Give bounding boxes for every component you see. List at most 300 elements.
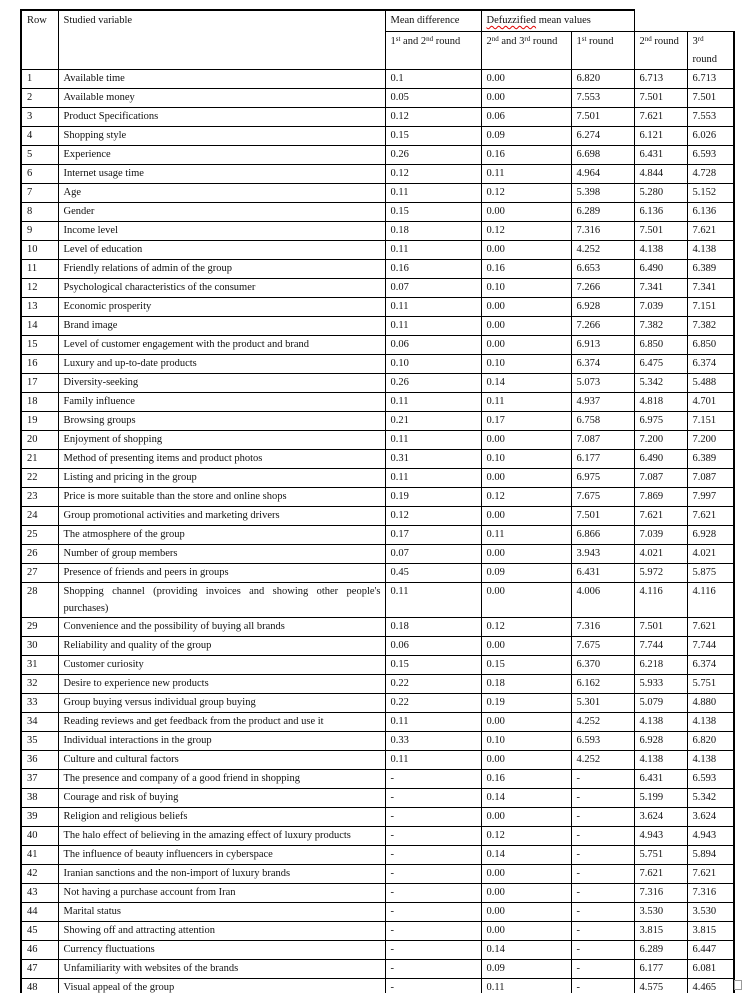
row-number-cell: 7	[21, 184, 58, 203]
round-2-value-cell: 5.751	[634, 846, 687, 865]
mean-diff-1-2-cell: 0.07	[385, 279, 481, 298]
round-1-value-cell: -	[571, 979, 634, 993]
row-number-cell: 13	[21, 298, 58, 317]
table-row	[21, 298, 734, 317]
round-3-value-cell: 7.621	[687, 618, 734, 637]
row-number-cell: 26	[21, 545, 58, 564]
mean-diff-1-2-cell: 0.11	[385, 713, 481, 732]
ordinal-superscript: nd	[644, 34, 652, 43]
row-number-cell: 47	[21, 960, 58, 979]
row-number-cell: 25	[21, 526, 58, 545]
round-1-value-cell: 6.593	[571, 732, 634, 751]
row-number-cell: 38	[21, 789, 58, 808]
mean-diff-1-2-cell: -	[385, 960, 481, 979]
round-2-value-cell: 4.021	[634, 545, 687, 564]
round-3-value-cell: 3.815	[687, 922, 734, 941]
mean-diff-1-2-cell: 0.22	[385, 694, 481, 713]
round-3-value-cell: 7.087	[687, 469, 734, 488]
mean-diff-2-3-cell: 0.10	[481, 732, 571, 751]
table-row	[21, 960, 734, 979]
delphi-results-table	[20, 9, 735, 993]
round-1-value-cell: 7.675	[571, 488, 634, 507]
table-row	[21, 656, 734, 675]
round-3-value-cell: 6.389	[687, 450, 734, 469]
row-number-cell: 40	[21, 827, 58, 846]
round-1-value-cell: 5.073	[571, 374, 634, 393]
round-2-value-cell: 6.975	[634, 412, 687, 431]
header-cell-row: Row	[21, 10, 58, 70]
variable-cell: The presence and company of a good friend in shopping	[58, 770, 385, 789]
variable-cell: Income level	[58, 222, 385, 241]
mean-diff-1-2-cell: 0.12	[385, 108, 481, 127]
variable-cell: Convenience and the possibility of buying all brands	[58, 618, 385, 637]
round-2-value-cell: 6.136	[634, 203, 687, 222]
table-row	[21, 526, 734, 545]
row-number-cell: 15	[21, 336, 58, 355]
round-3-value-cell: 7.621	[687, 222, 734, 241]
round-3-value-cell: 4.116	[687, 583, 734, 618]
spellcheck-underlined-word: Defuzzified	[486, 15, 537, 26]
mean-diff-1-2-cell: -	[385, 846, 481, 865]
row-number-cell: 18	[21, 393, 58, 412]
mean-diff-1-2-cell: 0.26	[385, 146, 481, 165]
row-number-cell: 8	[21, 203, 58, 222]
ordinal-superscript: st	[395, 34, 401, 43]
round-1-value-cell: 3.943	[571, 545, 634, 564]
mean-diff-2-3-cell: 0.00	[481, 751, 571, 770]
mean-diff-1-2-cell: 0.11	[385, 469, 481, 488]
table-row	[21, 184, 734, 203]
round-3-value-cell: 5.894	[687, 846, 734, 865]
mean-diff-2-3-cell: 0.00	[481, 469, 571, 488]
round-2-value-cell: 6.713	[634, 70, 687, 89]
round-3-value-cell: 7.553	[687, 108, 734, 127]
round-1-value-cell: -	[571, 922, 634, 941]
variable-cell: Presence of friends and peers in groups	[58, 564, 385, 583]
round-3-value-cell: 6.447	[687, 941, 734, 960]
round-2-value-cell: 7.039	[634, 526, 687, 545]
row-number-cell: 21	[21, 450, 58, 469]
round-3-value-cell: 7.621	[687, 507, 734, 526]
variable-cell: Reading reviews and get feedback from the product and use it	[58, 713, 385, 732]
mean-diff-2-3-cell: 0.10	[481, 355, 571, 374]
round-3-value-cell: 6.850	[687, 336, 734, 355]
round-2-value-cell: 3.624	[634, 808, 687, 827]
table-row	[21, 941, 734, 960]
mean-diff-2-3-cell: 0.12	[481, 222, 571, 241]
variable-cell: Customer curiosity	[58, 656, 385, 675]
round-2-value-cell: 4.943	[634, 827, 687, 846]
row-number-cell: 1	[21, 70, 58, 89]
table-row	[21, 564, 734, 583]
round-1-value-cell: -	[571, 865, 634, 884]
row-number-cell: 11	[21, 260, 58, 279]
variable-cell: Price is more suitable than the store and online shops	[58, 488, 385, 507]
round-1-value-cell: 6.431	[571, 564, 634, 583]
round-1-value-cell: -	[571, 941, 634, 960]
round-2-value-cell: 6.431	[634, 770, 687, 789]
round-2-value-cell: 4.575	[634, 979, 687, 993]
round-2-value-cell: 7.621	[634, 865, 687, 884]
mean-diff-2-3-cell: 0.00	[481, 903, 571, 922]
mean-diff-2-3-cell: 0.11	[481, 979, 571, 993]
round-1-value-cell: 6.975	[571, 469, 634, 488]
mean-diff-1-2-cell: 0.05	[385, 89, 481, 108]
mean-diff-1-2-cell: 0.11	[385, 184, 481, 203]
header-cell-defuzzified-mean-values	[481, 10, 634, 32]
variable-cell: The atmosphere of the group	[58, 526, 385, 545]
table-row	[21, 260, 734, 279]
mean-diff-1-2-cell: 0.11	[385, 317, 481, 336]
mean-diff-2-3-cell: 0.09	[481, 960, 571, 979]
round-2-value-cell: 4.138	[634, 713, 687, 732]
row-number-cell: 4	[21, 127, 58, 146]
mean-diff-1-2-cell: -	[385, 789, 481, 808]
mean-diff-1-2-cell: 0.17	[385, 526, 481, 545]
table-row	[21, 165, 734, 184]
mean-diff-1-2-cell: 0.11	[385, 393, 481, 412]
table-row	[21, 488, 734, 507]
round-2-value-cell: 6.475	[634, 355, 687, 374]
round-2-value-cell: 3.815	[634, 922, 687, 941]
table-row	[21, 545, 734, 564]
round-2-value-cell: 5.280	[634, 184, 687, 203]
table-row	[21, 770, 734, 789]
variable-cell: The influence of beauty influencers in cyberspace	[58, 846, 385, 865]
variable-cell: Reliability and quality of the group	[58, 637, 385, 656]
mean-diff-1-2-cell: -	[385, 808, 481, 827]
round-3-value-cell: 5.152	[687, 184, 734, 203]
row-number-cell: 20	[21, 431, 58, 450]
mean-diff-2-3-cell: 0.00	[481, 89, 571, 108]
mean-diff-2-3-cell: 0.00	[481, 241, 571, 260]
table-row	[21, 374, 734, 393]
row-number-cell: 3	[21, 108, 58, 127]
round-2-value-cell: 4.138	[634, 751, 687, 770]
round-3-value-cell: 7.151	[687, 412, 734, 431]
round-2-value-cell: 7.621	[634, 507, 687, 526]
round-2-value-cell: 6.850	[634, 336, 687, 355]
mean-diff-2-3-cell: 0.00	[481, 637, 571, 656]
variable-cell: Unfamiliarity with websites of the brands	[58, 960, 385, 979]
table-row	[21, 336, 734, 355]
row-number-cell: 6	[21, 165, 58, 184]
mean-diff-1-2-cell: 0.11	[385, 583, 481, 618]
mean-diff-1-2-cell: 0.19	[385, 488, 481, 507]
round-3-value-cell: 4.021	[687, 545, 734, 564]
round-1-value-cell: 6.374	[571, 355, 634, 374]
row-number-cell: 37	[21, 770, 58, 789]
mean-diff-1-2-cell: 0.10	[385, 355, 481, 374]
defuzzified-label-rest: mean values	[536, 15, 591, 26]
round-1-value-cell: 6.274	[571, 127, 634, 146]
mean-diff-1-2-cell: 0.1	[385, 70, 481, 89]
mean-diff-1-2-cell: -	[385, 922, 481, 941]
round-1-value-cell: 6.928	[571, 298, 634, 317]
round-1-value-cell: 4.937	[571, 393, 634, 412]
ordinal-superscript: nd	[426, 34, 434, 43]
mean-diff-2-3-cell: 0.11	[481, 165, 571, 184]
mean-diff-1-2-cell: 0.07	[385, 545, 481, 564]
mean-diff-2-3-cell: 0.00	[481, 431, 571, 450]
mean-diff-1-2-cell: 0.11	[385, 431, 481, 450]
table-row	[21, 827, 734, 846]
mean-diff-1-2-cell: -	[385, 979, 481, 993]
variable-cell: Economic prosperity	[58, 298, 385, 317]
round-1-value-cell: 4.252	[571, 241, 634, 260]
row-number-cell: 43	[21, 884, 58, 903]
mean-diff-2-3-cell: 0.10	[481, 279, 571, 298]
table-row	[21, 732, 734, 751]
round-1-value-cell: 6.289	[571, 203, 634, 222]
row-number-cell: 31	[21, 656, 58, 675]
header-cell-round-3: 3rd round	[687, 32, 734, 70]
round-3-value-cell: 4.880	[687, 694, 734, 713]
mean-diff-1-2-cell: 0.12	[385, 165, 481, 184]
round-1-value-cell: -	[571, 789, 634, 808]
mean-diff-1-2-cell: 0.12	[385, 507, 481, 526]
variable-cell: Available time	[58, 70, 385, 89]
variable-cell: Culture and cultural factors	[58, 751, 385, 770]
mean-diff-1-2-cell: 0.45	[385, 564, 481, 583]
round-3-value-cell: 6.928	[687, 526, 734, 545]
row-number-cell: 46	[21, 941, 58, 960]
round-3-value-cell: 7.341	[687, 279, 734, 298]
mean-diff-2-3-cell: 0.00	[481, 507, 571, 526]
round-3-value-cell: 4.138	[687, 751, 734, 770]
mean-diff-2-3-cell: 0.00	[481, 808, 571, 827]
round-3-value-cell: 6.713	[687, 70, 734, 89]
round-3-value-cell: 6.374	[687, 355, 734, 374]
round-2-value-cell: 7.382	[634, 317, 687, 336]
mean-diff-2-3-cell: 0.17	[481, 412, 571, 431]
header-cell-round-2-3-diff: 2nd and 3rd round	[481, 32, 571, 70]
variable-cell: Visual appeal of the group	[58, 979, 385, 993]
table-row	[21, 922, 734, 941]
table-row	[21, 222, 734, 241]
round-3-value-cell: 5.342	[687, 789, 734, 808]
header-cell-mean-difference: Mean difference	[385, 10, 481, 32]
mean-diff-1-2-cell: 0.22	[385, 675, 481, 694]
mean-diff-1-2-cell: 0.15	[385, 203, 481, 222]
row-number-cell: 45	[21, 922, 58, 941]
mean-diff-1-2-cell: 0.06	[385, 637, 481, 656]
round-3-value-cell: 6.389	[687, 260, 734, 279]
mean-diff-1-2-cell: -	[385, 903, 481, 922]
table-row	[21, 469, 734, 488]
mean-diff-1-2-cell: 0.16	[385, 260, 481, 279]
round-3-value-cell: 6.374	[687, 656, 734, 675]
row-number-cell: 32	[21, 675, 58, 694]
round-3-value-cell: 6.593	[687, 770, 734, 789]
round-3-value-cell: 5.488	[687, 374, 734, 393]
round-2-value-cell: 7.039	[634, 298, 687, 317]
variable-cell: Diversity-seeking	[58, 374, 385, 393]
mean-diff-1-2-cell: 0.06	[385, 336, 481, 355]
mean-diff-2-3-cell: 0.12	[481, 488, 571, 507]
variable-cell: Age	[58, 184, 385, 203]
mean-diff-2-3-cell: 0.00	[481, 884, 571, 903]
round-3-value-cell: 7.151	[687, 298, 734, 317]
round-2-value-cell: 4.818	[634, 393, 687, 412]
row-number-cell: 30	[21, 637, 58, 656]
header-row-1	[21, 10, 734, 32]
table-row	[21, 979, 734, 993]
row-number-cell: 9	[21, 222, 58, 241]
empty-header-region	[634, 10, 734, 32]
mean-diff-1-2-cell: 0.18	[385, 618, 481, 637]
mean-diff-2-3-cell: 0.00	[481, 922, 571, 941]
table-row	[21, 70, 734, 89]
row-number-cell: 22	[21, 469, 58, 488]
round-3-value-cell: 5.875	[687, 564, 734, 583]
round-1-value-cell: 5.398	[571, 184, 634, 203]
mean-diff-2-3-cell: 0.00	[481, 70, 571, 89]
mean-diff-2-3-cell: 0.12	[481, 618, 571, 637]
mean-diff-1-2-cell: -	[385, 884, 481, 903]
variable-cell: Enjoyment of shopping	[58, 431, 385, 450]
round-3-value-cell: 4.728	[687, 165, 734, 184]
mean-diff-1-2-cell: 0.31	[385, 450, 481, 469]
round-3-value-cell: 6.820	[687, 732, 734, 751]
row-number-cell: 16	[21, 355, 58, 374]
round-2-value-cell: 6.431	[634, 146, 687, 165]
round-3-value-cell: 4.138	[687, 713, 734, 732]
variable-cell: Psychological characteristics of the consumer	[58, 279, 385, 298]
variable-cell: Courage and risk of buying	[58, 789, 385, 808]
row-number-cell: 12	[21, 279, 58, 298]
round-1-value-cell: -	[571, 960, 634, 979]
row-number-cell: 14	[21, 317, 58, 336]
variable-cell: Level of education	[58, 241, 385, 260]
table-row	[21, 618, 734, 637]
variable-cell: Luxury and up-to-date products	[58, 355, 385, 374]
variable-cell: Showing off and attracting attention	[58, 922, 385, 941]
header-cell-round-1: 1st round	[571, 32, 634, 70]
round-1-value-cell: 7.266	[571, 279, 634, 298]
variable-cell: Desire to experience new products	[58, 675, 385, 694]
round-2-value-cell: 7.501	[634, 222, 687, 241]
round-2-value-cell: 3.530	[634, 903, 687, 922]
mean-diff-2-3-cell: 0.00	[481, 583, 571, 618]
table-row	[21, 108, 734, 127]
table-row	[21, 846, 734, 865]
header-cell-round-1-2-diff: 1st and 2nd round	[385, 32, 481, 70]
mean-diff-2-3-cell: 0.16	[481, 260, 571, 279]
mean-diff-1-2-cell: 0.18	[385, 222, 481, 241]
round-3-value-cell: 4.138	[687, 241, 734, 260]
mean-diff-1-2-cell: 0.26	[385, 374, 481, 393]
round-3-value-cell: 7.200	[687, 431, 734, 450]
variable-cell: Experience	[58, 146, 385, 165]
round-1-value-cell: -	[571, 770, 634, 789]
variable-cell: Iranian sanctions and the non-import of luxury brands	[58, 865, 385, 884]
mean-diff-2-3-cell: 0.00	[481, 865, 571, 884]
mean-diff-2-3-cell: 0.00	[481, 298, 571, 317]
variable-cell: Available money	[58, 89, 385, 108]
variable-cell: Religion and religious beliefs	[58, 808, 385, 827]
round-1-value-cell: -	[571, 903, 634, 922]
round-3-value-cell: 4.701	[687, 393, 734, 412]
round-2-value-cell: 5.199	[634, 789, 687, 808]
round-3-value-cell: 7.382	[687, 317, 734, 336]
mean-diff-1-2-cell: 0.33	[385, 732, 481, 751]
table-row	[21, 637, 734, 656]
round-1-value-cell: -	[571, 827, 634, 846]
row-number-cell: 36	[21, 751, 58, 770]
mean-diff-1-2-cell: 0.11	[385, 751, 481, 770]
table-row	[21, 884, 734, 903]
round-2-value-cell: 6.490	[634, 450, 687, 469]
round-1-value-cell: -	[571, 808, 634, 827]
round-3-value-cell: 6.593	[687, 146, 734, 165]
round-2-value-cell: 4.138	[634, 241, 687, 260]
table-row	[21, 355, 734, 374]
round-1-value-cell: 7.501	[571, 507, 634, 526]
row-number-cell: 10	[21, 241, 58, 260]
round-3-value-cell: 6.026	[687, 127, 734, 146]
round-1-value-cell: 7.316	[571, 618, 634, 637]
round-3-value-cell: 7.501	[687, 89, 734, 108]
table-row	[21, 146, 734, 165]
round-1-value-cell: 6.698	[571, 146, 634, 165]
round-3-value-cell: 5.751	[687, 675, 734, 694]
variable-cell: Shopping style	[58, 127, 385, 146]
round-1-value-cell: 6.162	[571, 675, 634, 694]
round-2-value-cell: 7.869	[634, 488, 687, 507]
variable-cell: Browsing groups	[58, 412, 385, 431]
mean-diff-2-3-cell: 0.00	[481, 336, 571, 355]
mean-diff-1-2-cell: -	[385, 941, 481, 960]
round-2-value-cell: 7.744	[634, 637, 687, 656]
round-2-value-cell: 6.177	[634, 960, 687, 979]
table-row	[21, 507, 734, 526]
table-row	[21, 431, 734, 450]
round-1-value-cell: 6.758	[571, 412, 634, 431]
round-3-value-cell: 6.136	[687, 203, 734, 222]
variable-cell: Gender	[58, 203, 385, 222]
mean-diff-2-3-cell: 0.09	[481, 127, 571, 146]
round-2-value-cell: 7.200	[634, 431, 687, 450]
variable-cell: Number of group members	[58, 545, 385, 564]
table-row	[21, 583, 734, 618]
mean-diff-1-2-cell: 0.21	[385, 412, 481, 431]
round-1-value-cell: 6.866	[571, 526, 634, 545]
table-row	[21, 713, 734, 732]
variable-cell: Level of customer engagement with the product and brand	[58, 336, 385, 355]
mean-diff-2-3-cell: 0.11	[481, 393, 571, 412]
round-2-value-cell: 4.844	[634, 165, 687, 184]
mean-diff-1-2-cell: -	[385, 827, 481, 846]
round-3-value-cell: 4.465	[687, 979, 734, 993]
row-number-cell: 23	[21, 488, 58, 507]
round-3-value-cell: 3.624	[687, 808, 734, 827]
round-1-value-cell: 6.913	[571, 336, 634, 355]
round-2-value-cell: 7.087	[634, 469, 687, 488]
row-number-cell: 33	[21, 694, 58, 713]
round-3-value-cell: 7.997	[687, 488, 734, 507]
mean-diff-1-2-cell: 0.15	[385, 127, 481, 146]
round-2-value-cell: 4.116	[634, 583, 687, 618]
row-number-cell: 2	[21, 89, 58, 108]
ordinal-superscript: rd	[697, 34, 704, 43]
variable-cell: Not having a purchase account from Iran	[58, 884, 385, 903]
mean-diff-2-3-cell: 0.09	[481, 564, 571, 583]
mean-diff-2-3-cell: 0.12	[481, 827, 571, 846]
variable-cell: Individual interactions in the group	[58, 732, 385, 751]
round-2-value-cell: 7.621	[634, 108, 687, 127]
table-row	[21, 789, 734, 808]
